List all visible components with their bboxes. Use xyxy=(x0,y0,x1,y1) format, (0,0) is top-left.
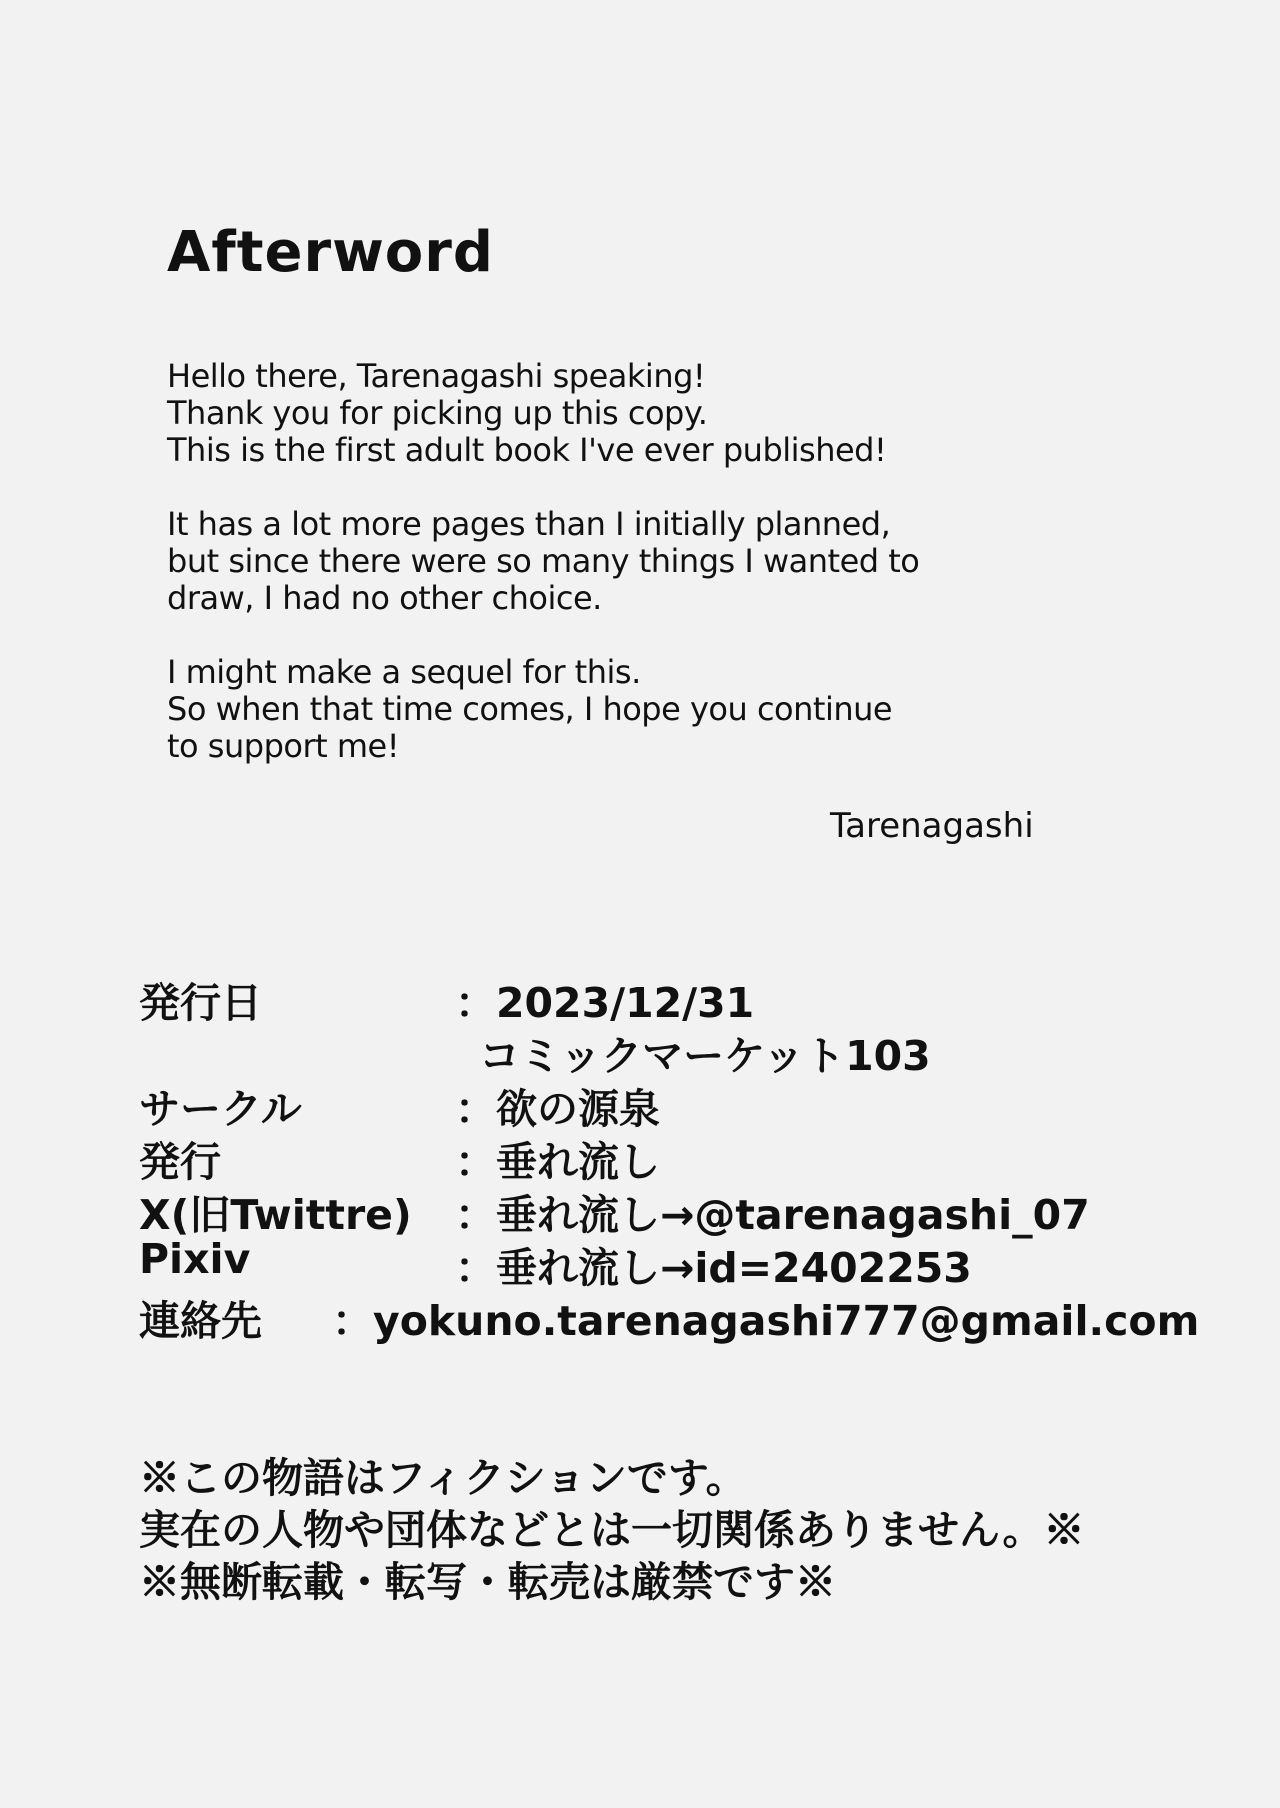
body-line: So when that time comes, I hope you continue xyxy=(167,690,893,728)
afterword-paragraph xyxy=(167,506,1067,617)
x-value: ：垂れ流し→@tarenagashi_07 xyxy=(455,1191,1090,1239)
colophon xyxy=(139,970,1200,1345)
notice-line: 実在の人物や団体などとは一切関係ありません。※ xyxy=(139,1506,1085,1554)
afterword-paragraph xyxy=(167,358,1067,469)
afterword-body xyxy=(167,358,1067,802)
release-date-value: ：2023/12/31 xyxy=(455,979,755,1027)
colophon-row-contact xyxy=(139,1288,1200,1345)
publisher-label: 発行 xyxy=(139,1138,221,1186)
colophon-row-release-date xyxy=(139,970,1199,1027)
body-line: Thank you for picking up this copy. xyxy=(167,394,708,432)
contact-value: ：yokuno.tarenagashi777@gmail.com xyxy=(332,1297,1200,1345)
body-line: This is the first adult book I've ever published! xyxy=(167,431,887,469)
body-line: to support me! xyxy=(167,727,400,765)
publisher-value: ：垂れ流し xyxy=(455,1138,660,1186)
afterword-paragraph xyxy=(167,654,1067,765)
pixiv-value: ：垂れ流し→id=2402253 xyxy=(455,1244,972,1292)
notice-line: ※無断転載・転写・転売は厳禁です※ xyxy=(139,1558,836,1606)
afterword-title: Afterword xyxy=(167,220,494,285)
release-date-label: 発行日 xyxy=(139,979,262,1027)
colophon-row-pixiv xyxy=(139,1235,1199,1292)
body-line: I might make a sequel for this. xyxy=(167,653,641,691)
contact-label: 連絡先 xyxy=(139,1297,262,1345)
colophon-row-circle xyxy=(139,1076,1199,1133)
body-line: draw, I had no other choice. xyxy=(167,579,602,617)
colophon-row-publisher xyxy=(139,1129,1199,1186)
body-line: It has a lot more pages than I initially planned, xyxy=(167,505,891,543)
notice-line: ※この物語はフィクションです。 xyxy=(139,1454,747,1502)
colophon-row-x xyxy=(139,1182,1199,1239)
x-label: X(旧Twittre) xyxy=(139,1191,412,1239)
colophon-row-release-event xyxy=(139,1023,1199,1080)
circle-value: ：欲の源泉 xyxy=(455,1085,660,1133)
pixiv-label: Pixiv xyxy=(139,1235,251,1283)
fiction-notice xyxy=(139,1452,1084,1608)
body-line: Hello there, Tarenagashi speaking! xyxy=(167,357,706,395)
release-event-value: コミックマーケット103 xyxy=(479,1032,931,1080)
body-line: but since there were so many things I wanted to xyxy=(167,542,920,580)
author-signature: Tarenagashi xyxy=(830,806,1034,846)
circle-label: サークル xyxy=(139,1085,302,1133)
